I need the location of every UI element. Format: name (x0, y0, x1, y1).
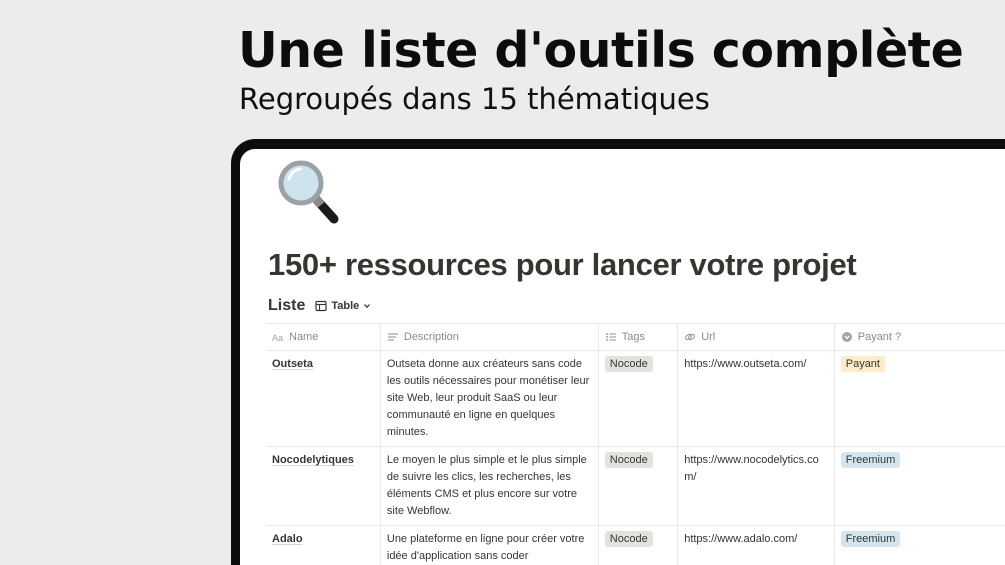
cell-payant[interactable] (834, 447, 1005, 526)
cell-tags[interactable] (598, 526, 677, 565)
cell-url[interactable]: https://www.outseta.com/ (678, 351, 835, 447)
tag-badge: Nocode (605, 531, 653, 547)
select-icon (841, 331, 853, 343)
cell-description[interactable]: Outseta donne aux créateurs sans code les outils nécessaires pour monétiser leur site Web, leur produit SaaS ou leur communauté en ligne en quelques minutes. (380, 351, 598, 447)
view-switch[interactable] (315, 300, 371, 312)
tag-badge: Nocode (605, 356, 653, 372)
table-row[interactable] (266, 447, 1005, 526)
device-frame (231, 139, 1005, 565)
view-bar (268, 297, 371, 315)
table-header-row (266, 324, 1005, 351)
column-header-label: Url (701, 331, 716, 343)
text-lines-icon (387, 331, 399, 343)
cell-name[interactable]: Outseta (266, 351, 380, 447)
column-header-name[interactable] (266, 324, 380, 351)
cell-description[interactable]: Le moyen le plus simple et le plus simple de suivre les clics, les recherches, les éléments CMS et plus encore sur votre site Webflow. (380, 447, 598, 526)
status-badge: Freemium (841, 452, 901, 468)
hero-title: Une liste d'outils complète (238, 22, 964, 79)
hero-subtitle: Regroupés dans 15 thématiques (239, 82, 710, 116)
cell-tags[interactable] (598, 351, 677, 447)
cell-name[interactable]: Adalo (266, 526, 380, 565)
column-header-description[interactable] (380, 324, 598, 351)
column-header-tags[interactable] (598, 324, 677, 351)
cell-tags[interactable] (598, 447, 677, 526)
svg-text:Aa: Aa (272, 333, 284, 343)
column-header-label: Name (289, 331, 319, 343)
view-switch-label: Table (331, 300, 360, 312)
text-aa-icon (272, 331, 284, 343)
status-badge: Freemium (841, 531, 901, 547)
column-header-label: Tags (621, 331, 646, 343)
cell-url[interactable]: https://www.adalo.com/ (678, 526, 835, 565)
magnifying-glass-icon[interactable] (274, 157, 344, 227)
link-icon (684, 331, 696, 343)
table-icon (315, 300, 327, 312)
notion-page (240, 149, 1005, 565)
cell-payant[interactable] (834, 526, 1005, 565)
cell-description[interactable]: Une plateforme en ligne pour créer votre idée d'application sans coder (380, 526, 598, 565)
cell-name[interactable]: Nocodelytiques (266, 447, 380, 526)
table-row[interactable] (266, 351, 1005, 447)
column-header-label: Payant ? (857, 331, 902, 343)
database-table (266, 323, 1005, 565)
tag-badge: Nocode (605, 452, 653, 468)
status-badge: Payant (841, 356, 885, 372)
view-name[interactable]: Liste (268, 297, 306, 314)
table-row[interactable] (266, 526, 1005, 565)
cell-payant[interactable] (834, 351, 1005, 447)
column-header-label: Description (403, 331, 459, 343)
multi-select-icon (605, 331, 617, 343)
cell-url[interactable]: https://www.nocodelytics.com/ (678, 447, 835, 526)
page-title: 150+ ressources pour lancer votre projet (268, 247, 857, 282)
column-header-payant[interactable] (834, 324, 1005, 351)
column-header-url[interactable] (678, 324, 835, 351)
chevron-down-icon (363, 302, 371, 310)
